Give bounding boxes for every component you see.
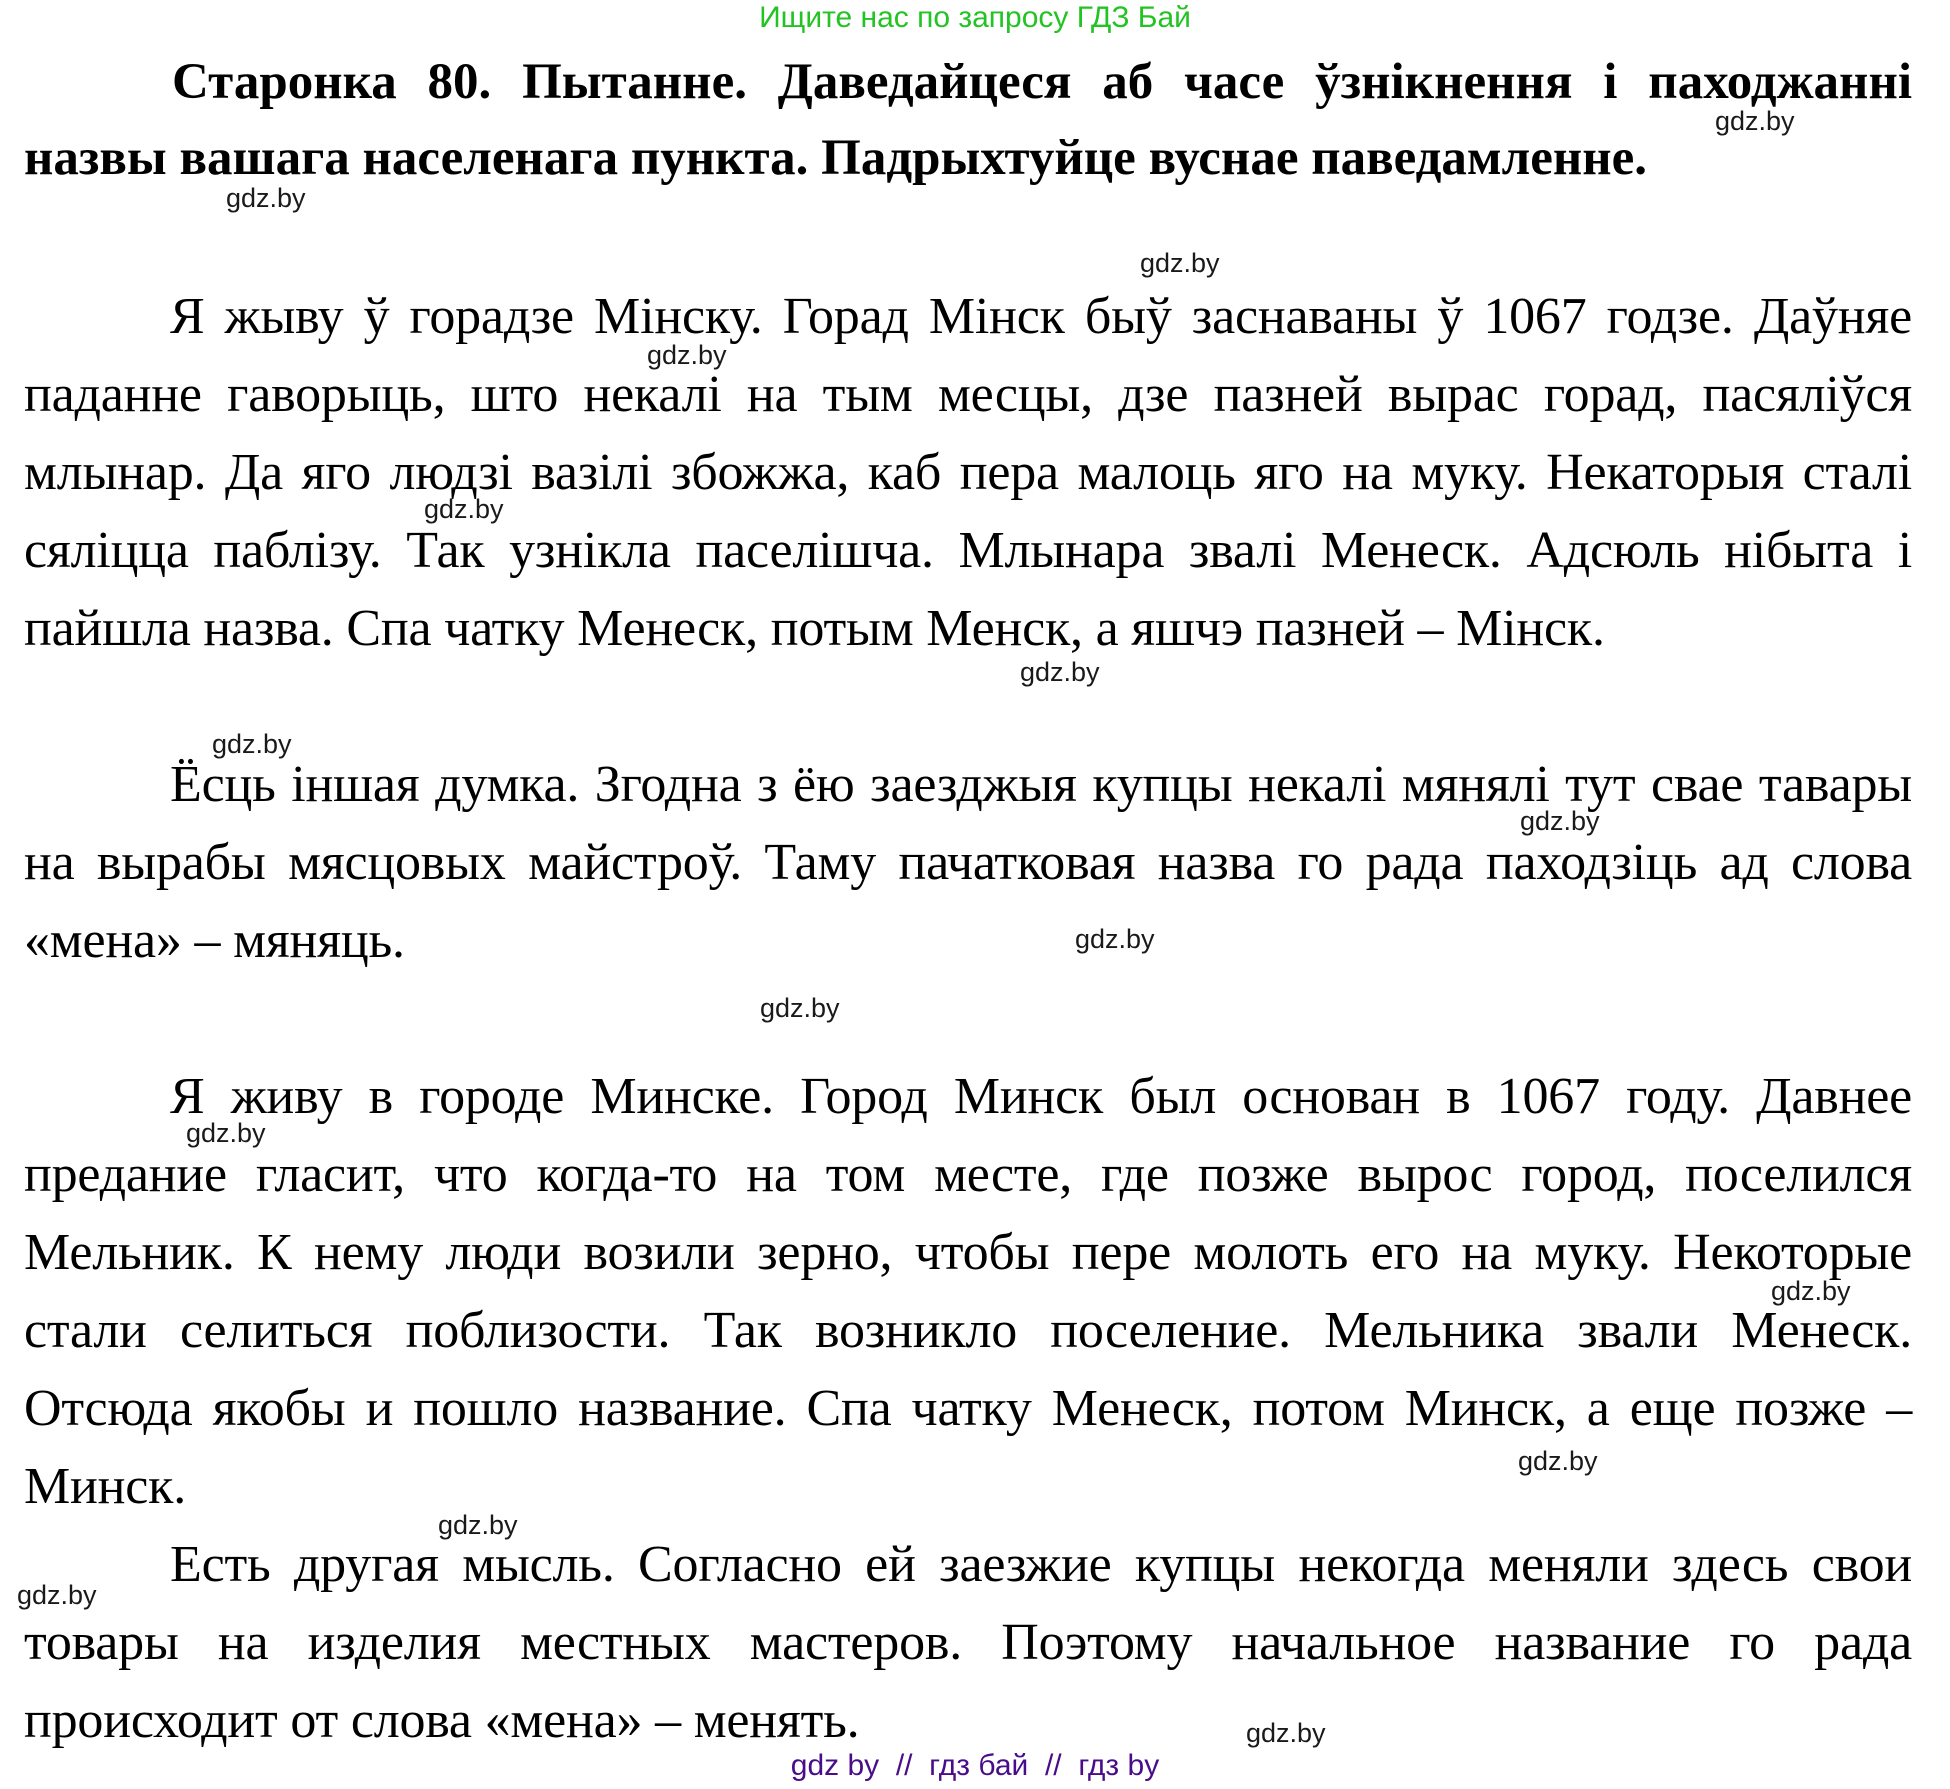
watermark: gdz.by [226,183,306,213]
watermark: gdz.by [760,993,840,1023]
paragraph-russian-2: Есть другая мысль. Согласно ей заезжие купцы некогда меняли здесь свои товары на изделия местных мастеров. Поэтому начальное название го рада происходит от слова «мена» – менять. [24,1536,1912,1749]
paragraph-belarusian-2: Ёсць іншая думка. Згодна з ёю заезджыя купцы некалі мянялі тут свае тавары на вырабы мясцовых майстроў. Таму пачатковая назва го рада паходзіць ад слова «мена» – мяняць. [24,756,1912,969]
watermark: gdz.by [1520,806,1600,836]
watermark: gdz.by [1771,1276,1851,1306]
question-title: Старонка 80. Пытанне. Даведайцеся аб часе ўзнікнення і паходжанні назвы вашага населенага пункта. Падрыхтуйце вуснае паведамленне. [24,54,1912,186]
watermark: gdz.by [1518,1446,1598,1476]
search-banner: Ищите нас по запросу ГДЗ Бай [759,1,1191,34]
watermark: gdz.by [1020,657,1100,687]
watermark: gdz.by [1246,1718,1326,1748]
watermark: gdz.by [17,1580,97,1610]
watermark: gdz.by [1140,248,1220,278]
watermark: gdz.by [212,729,292,759]
paragraph-russian-1: Я живу в городе Минске. Город Минск был основан в 1067 году. Давнее предание гласит, что когда-то на том месте, где позже вырос город, поселился Мельник. К нему люди возили зерно, чтобы пере молоть его на муку. Некоторые стали селиться поблизости. Так возникло поселение. Мельника звали Менеск. Отсюда якобы и пошло название. Спа чатку Менеск, потом Минск, а еще позже – Минск. [24,1068,1912,1515]
footer-links: gdz by // гдз бай // гдз by [790,1749,1160,1782]
watermark: gdz.by [1075,924,1155,954]
watermark: gdz.by [186,1118,266,1148]
watermark: gdz.by [1715,106,1795,136]
watermark: gdz.by [424,494,504,524]
watermark: gdz.by [647,340,727,370]
watermark: gdz.by [438,1510,518,1540]
paragraph-belarusian-1: Я жыву ў горадзе Мінску. Горад Мінск быў заснаваны ў 1067 годзе. Даўняе паданне гаворыць, што некалі на тым месцы, дзе пазней вырас горад, пасяліўся млынар. Да яго людзі вазілі збожжа, каб пера малоць яго на муку. Некаторыя сталі сяліцца паблізу. Так узнікла паселішча. Млынара звалі Менеск. Адсюль нібыта і пайшла назва. Спа чатку Менеск, потым Менск, а яшчэ пазней – Мінск. [24,288,1912,657]
